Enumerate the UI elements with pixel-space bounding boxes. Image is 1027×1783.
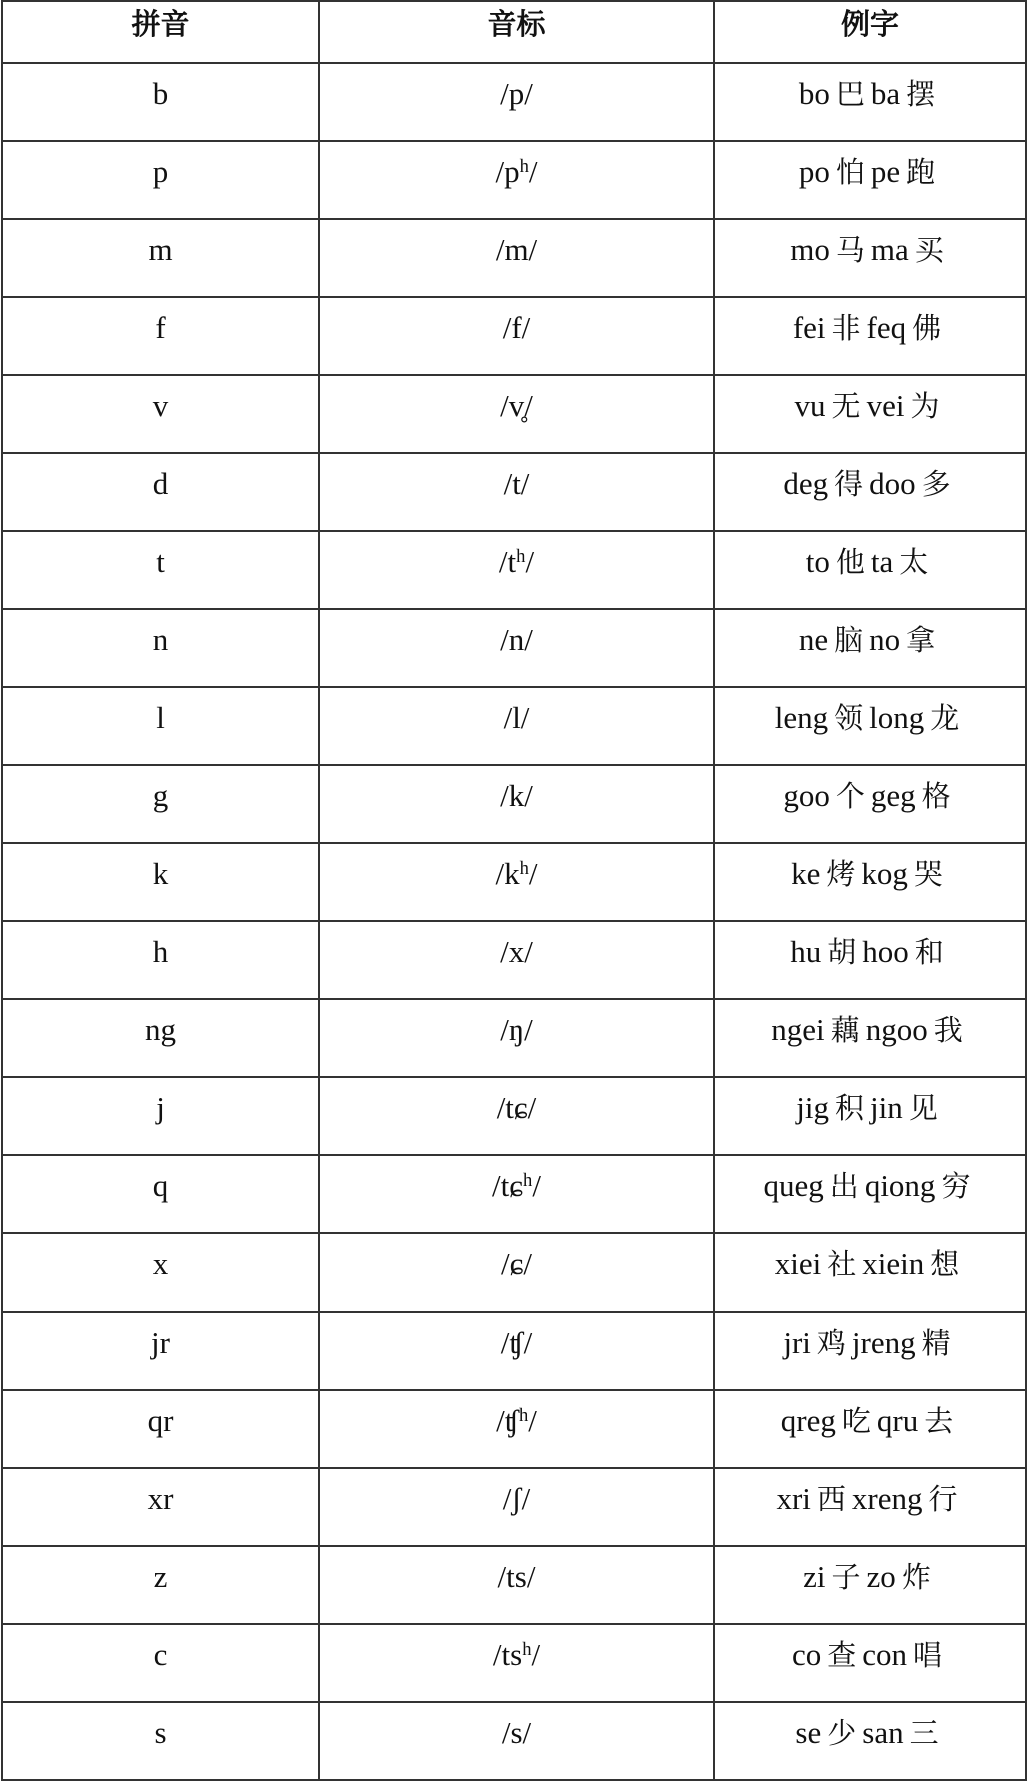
table-row xyxy=(2,1077,1026,1155)
example-character: 哭 xyxy=(913,857,943,892)
ipa-cell xyxy=(319,63,714,141)
ipa-closing-slash: / xyxy=(528,856,538,892)
pinyin-cell: jr xyxy=(2,1312,319,1390)
pinyin-cell: l xyxy=(2,687,319,765)
example-romanization: long xyxy=(869,700,925,736)
ipa-closing-slash: / xyxy=(528,1402,537,1438)
ipa-closing-slash: / xyxy=(531,1636,541,1672)
example-romanization: fei xyxy=(792,310,826,346)
pinyin-cell: ng xyxy=(2,999,319,1077)
ipa-cell xyxy=(319,1077,714,1155)
example-romanization: jig xyxy=(796,1090,829,1126)
table-row xyxy=(2,453,1026,531)
example-romanization: po xyxy=(798,154,830,190)
example-character: 吃 xyxy=(841,1403,871,1438)
table-row xyxy=(2,1233,1026,1311)
ipa-closing-slash: / xyxy=(525,544,535,580)
example-cell xyxy=(714,1077,1026,1155)
pinyin-cell: t xyxy=(2,531,319,609)
example-character: 巴 xyxy=(835,77,865,111)
ipa-cell xyxy=(319,765,714,843)
pinyin-cell: h xyxy=(2,921,319,999)
example-romanization: feq xyxy=(866,310,907,346)
ipa-base: /tɕ/ xyxy=(496,1090,537,1126)
ipa-base: /t xyxy=(498,544,517,580)
ipa-aspiration-mark: h xyxy=(516,545,526,567)
table-row xyxy=(2,141,1026,219)
example-romanization: zo xyxy=(866,1558,896,1594)
example-cell xyxy=(714,921,1026,999)
example-romanization: se xyxy=(795,1714,822,1750)
example-character: 见 xyxy=(908,1091,938,1126)
example-character: 出 xyxy=(829,1169,859,1204)
example-cell xyxy=(714,141,1026,219)
example-cell xyxy=(714,1468,1026,1546)
example-cell xyxy=(714,1233,1026,1311)
pinyin-cell: xr xyxy=(2,1468,319,1546)
ipa-base: /v̥/ xyxy=(500,388,533,424)
example-romanization: jreng xyxy=(851,1324,916,1360)
example-romanization: co xyxy=(791,1636,822,1672)
ipa-base: /tɕ xyxy=(492,1168,524,1204)
header-ipa: 音标 xyxy=(319,1,714,63)
ipa-aspiration-mark: h xyxy=(523,1170,533,1192)
pinyin-cell: j xyxy=(2,1077,319,1155)
table-row xyxy=(2,1624,1026,1702)
example-romanization: xreng xyxy=(851,1480,923,1516)
table-row xyxy=(2,1546,1026,1624)
pinyin-cell: c xyxy=(2,1624,319,1702)
table-row xyxy=(2,375,1026,453)
pinyin-cell: z xyxy=(2,1546,319,1624)
example-character: 无 xyxy=(831,389,861,424)
example-romanization: ngoo xyxy=(865,1012,928,1048)
example-character: 社 xyxy=(827,1247,857,1282)
example-character: 马 xyxy=(835,233,865,268)
ipa-cell xyxy=(319,1546,714,1624)
example-romanization: to xyxy=(805,544,830,580)
example-character: 三 xyxy=(909,1715,939,1750)
example-romanization: xri xyxy=(776,1480,811,1516)
example-character: 穷 xyxy=(941,1169,971,1204)
example-romanization: qru xyxy=(876,1402,919,1438)
example-cell xyxy=(714,765,1026,843)
example-romanization: kog xyxy=(861,856,908,892)
ipa-base: /t/ xyxy=(503,466,530,502)
example-cell xyxy=(714,531,1026,609)
example-cell xyxy=(714,1702,1026,1780)
example-romanization: no xyxy=(869,622,901,658)
example-romanization: vei xyxy=(866,388,905,424)
example-romanization: pe xyxy=(870,154,901,190)
table-row xyxy=(2,687,1026,765)
pinyin-cell: k xyxy=(2,843,319,921)
example-cell xyxy=(714,1624,1026,1702)
example-character: 藕 xyxy=(830,1013,860,1048)
example-romanization: goo xyxy=(783,778,830,814)
example-character: 个 xyxy=(835,779,865,814)
pinyin-cell: m xyxy=(2,219,319,297)
example-romanization: xiei xyxy=(774,1246,822,1282)
example-romanization: deg xyxy=(783,466,829,502)
example-character: 积 xyxy=(834,1091,864,1126)
ipa-cell xyxy=(319,1702,714,1780)
ipa-cell xyxy=(319,843,714,921)
example-character: 摆 xyxy=(906,77,936,111)
table-row xyxy=(2,1155,1026,1233)
example-romanization: qreg xyxy=(780,1402,836,1438)
ipa-base: /ɕ/ xyxy=(501,1246,532,1282)
example-cell xyxy=(714,1546,1026,1624)
table-row xyxy=(2,1702,1026,1780)
example-cell xyxy=(714,297,1026,375)
ipa-cell xyxy=(319,921,714,999)
example-character: 鸡 xyxy=(816,1325,846,1360)
example-character: 跑 xyxy=(906,155,936,190)
example-romanization: doo xyxy=(869,466,916,502)
example-character: 少 xyxy=(827,1715,857,1750)
example-character: 龙 xyxy=(930,701,960,736)
example-character: 胡 xyxy=(827,935,857,970)
table-row xyxy=(2,921,1026,999)
example-cell xyxy=(714,843,1026,921)
example-character: 和 xyxy=(914,935,944,970)
example-character: 为 xyxy=(910,389,940,424)
example-character: 查 xyxy=(827,1637,857,1672)
example-character: 唱 xyxy=(913,1637,943,1672)
ipa-base: /p xyxy=(495,154,520,190)
table-row xyxy=(2,219,1026,297)
ipa-cell xyxy=(319,1155,714,1233)
example-character: 拿 xyxy=(906,623,936,658)
example-romanization: jri xyxy=(783,1324,811,1360)
example-character: 佛 xyxy=(912,311,942,346)
example-character: 脑 xyxy=(834,623,864,658)
example-romanization: hoo xyxy=(862,934,909,970)
example-cell xyxy=(714,453,1026,531)
ipa-cell xyxy=(319,687,714,765)
ipa-base: /ts/ xyxy=(497,1558,536,1594)
example-character: 行 xyxy=(928,1481,958,1516)
pinyin-cell: f xyxy=(2,297,319,375)
ipa-cell xyxy=(319,141,714,219)
example-character: 多 xyxy=(921,467,951,502)
ipa-aspiration-mark: h xyxy=(518,1404,529,1426)
ipa-base: /f/ xyxy=(502,310,531,346)
example-romanization: mo xyxy=(790,232,830,268)
ipa-aspiration-mark: h xyxy=(519,858,529,880)
example-character: 子 xyxy=(831,1559,861,1594)
example-romanization: vu xyxy=(794,388,826,424)
pinyin-cell: b xyxy=(2,63,319,141)
example-romanization: geg xyxy=(870,778,916,814)
header-row xyxy=(2,1,1026,63)
pinyin-cell: x xyxy=(2,1233,319,1311)
example-romanization: jin xyxy=(870,1090,903,1126)
example-romanization: con xyxy=(862,1636,908,1672)
example-character: 西 xyxy=(816,1481,846,1516)
example-cell xyxy=(714,63,1026,141)
ipa-closing-slash: / xyxy=(528,154,538,190)
example-character: 精 xyxy=(921,1325,951,1360)
ipa-base: /ʧ xyxy=(496,1402,519,1438)
example-character: 怕 xyxy=(835,155,865,190)
ipa-cell xyxy=(319,1624,714,1702)
table-row xyxy=(2,765,1026,843)
example-character: 去 xyxy=(924,1403,954,1438)
example-romanization: ne xyxy=(798,622,829,658)
ipa-cell xyxy=(319,297,714,375)
example-cell xyxy=(714,609,1026,687)
table-row xyxy=(2,297,1026,375)
ipa-cell xyxy=(319,531,714,609)
ipa-base: /ʃ/ xyxy=(502,1480,531,1516)
example-romanization: leng xyxy=(774,700,829,736)
example-character: 太 xyxy=(899,545,929,580)
ipa-cell xyxy=(319,999,714,1077)
table-row xyxy=(2,609,1026,687)
pinyin-cell: g xyxy=(2,765,319,843)
ipa-closing-slash: / xyxy=(532,1168,541,1204)
pinyin-cell: s xyxy=(2,1702,319,1780)
example-character: 领 xyxy=(834,701,864,736)
example-character: 我 xyxy=(933,1013,963,1048)
example-romanization: zi xyxy=(803,1558,826,1594)
pinyin-cell: n xyxy=(2,609,319,687)
ipa-base: /s/ xyxy=(501,1714,532,1750)
header-pinyin: 拼音 xyxy=(2,1,319,63)
example-cell xyxy=(714,687,1026,765)
pinyin-cell: v xyxy=(2,375,319,453)
example-romanization: san xyxy=(862,1714,904,1750)
ipa-base: /n/ xyxy=(500,622,533,658)
ipa-aspiration-mark: h xyxy=(519,155,529,177)
ipa-cell xyxy=(319,609,714,687)
example-character: 想 xyxy=(930,1247,960,1282)
ipa-base: /l/ xyxy=(503,700,530,736)
table-row xyxy=(2,1312,1026,1390)
example-character: 烤 xyxy=(826,857,856,892)
example-character: 格 xyxy=(921,779,951,814)
example-cell xyxy=(714,219,1026,297)
ipa-base: /m/ xyxy=(495,232,538,268)
example-cell xyxy=(714,1155,1026,1233)
example-character: 买 xyxy=(914,233,944,268)
example-cell xyxy=(714,1390,1026,1468)
table-row xyxy=(2,999,1026,1077)
example-romanization: hu xyxy=(790,934,822,970)
pinyin-cell: q xyxy=(2,1155,319,1233)
example-romanization: ke xyxy=(791,856,821,892)
example-romanization: ma xyxy=(870,232,909,268)
example-cell xyxy=(714,999,1026,1077)
ipa-base: /ŋ/ xyxy=(500,1012,533,1048)
ipa-aspiration-mark: h xyxy=(522,1638,532,1660)
ipa-cell xyxy=(319,1233,714,1311)
ipa-base: /ts xyxy=(492,1636,523,1672)
ipa-cell xyxy=(319,453,714,531)
ipa-cell xyxy=(319,1312,714,1390)
table-row xyxy=(2,843,1026,921)
ipa-base: /x/ xyxy=(500,934,533,970)
example-romanization: ngei xyxy=(771,1012,825,1048)
example-character: 得 xyxy=(834,467,864,502)
ipa-cell xyxy=(319,219,714,297)
table-row xyxy=(2,531,1026,609)
example-character: 非 xyxy=(831,311,861,346)
example-romanization: bo xyxy=(798,76,830,111)
example-romanization: queg xyxy=(763,1168,824,1204)
initials-table xyxy=(1,0,1027,1781)
example-cell xyxy=(714,1312,1026,1390)
example-romanization: qiong xyxy=(864,1168,936,1204)
ipa-base: /p/ xyxy=(500,76,533,111)
example-character: 炸 xyxy=(901,1559,931,1594)
ipa-base: /ʧ/ xyxy=(500,1324,533,1360)
pinyin-cell: p xyxy=(2,141,319,219)
table-row xyxy=(2,63,1026,141)
table-row xyxy=(2,1468,1026,1546)
ipa-cell xyxy=(319,375,714,453)
example-cell xyxy=(714,375,1026,453)
header-example: 例字 xyxy=(714,1,1026,63)
pinyin-cell: qr xyxy=(2,1390,319,1468)
table-row xyxy=(2,1390,1026,1468)
ipa-cell xyxy=(319,1468,714,1546)
ipa-cell xyxy=(319,1390,714,1468)
example-romanization: ta xyxy=(870,544,894,580)
pinyin-cell: d xyxy=(2,453,319,531)
example-romanization: ba xyxy=(870,76,901,111)
ipa-base: /k xyxy=(495,856,520,892)
example-romanization: xiein xyxy=(862,1246,925,1282)
ipa-base: /k/ xyxy=(500,778,533,814)
example-character: 他 xyxy=(835,545,865,580)
